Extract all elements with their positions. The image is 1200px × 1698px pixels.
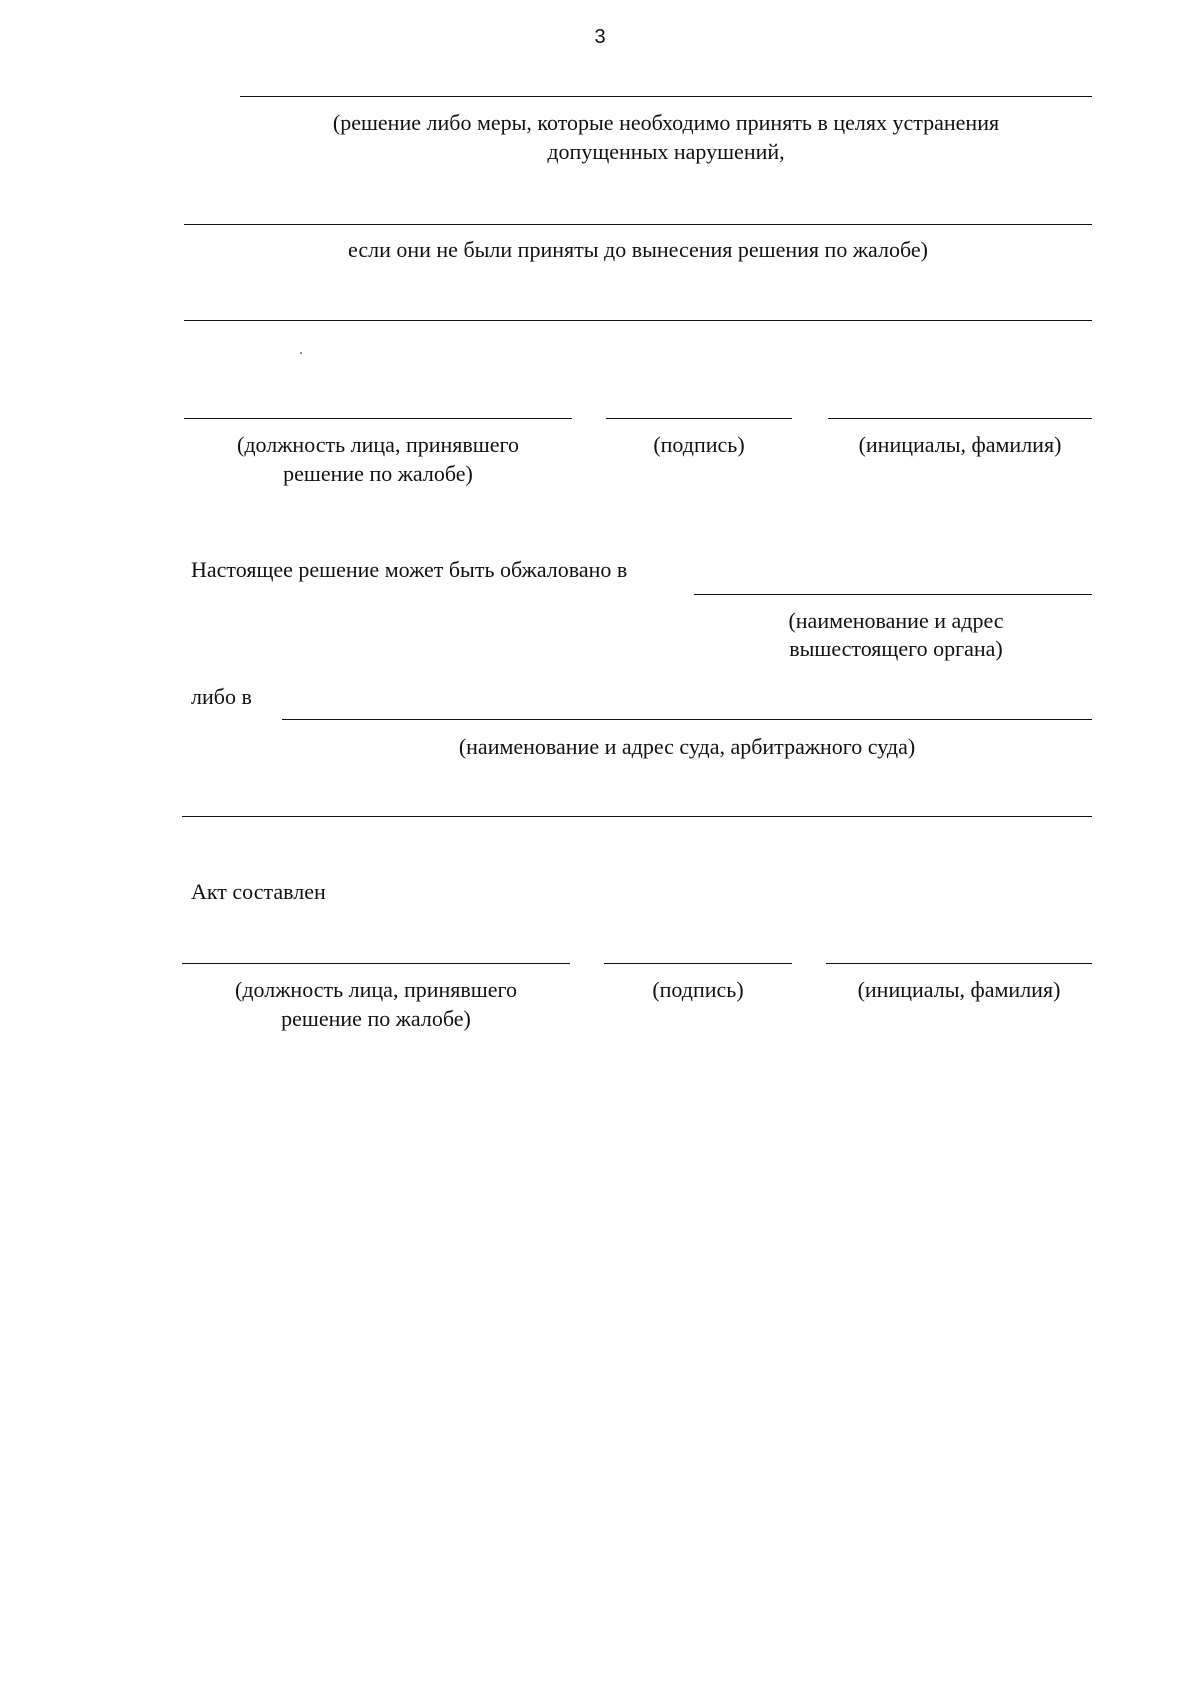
signature-caption-2: (подпись) (652, 977, 744, 1002)
decision-line-2[interactable] (184, 224, 1092, 225)
name-caption-1: (инициалы, фамилия) (858, 432, 1062, 457)
act-text: Акт составлен (191, 879, 326, 904)
decision-line-1[interactable] (240, 96, 1092, 97)
higher-body-line[interactable] (694, 594, 1092, 595)
court-line[interactable] (282, 719, 1092, 720)
appeal-text: Настоящее решение может быть обжаловано в (191, 557, 628, 582)
name-line-2[interactable] (826, 963, 1092, 964)
position-caption-2-line2: решение по жалобе) (281, 1006, 471, 1031)
higher-body-caption-line1: (наименование и адрес (788, 608, 1004, 633)
decision-caption-line3: если они не были приняты до вынесения решения по жалобе) (348, 237, 928, 262)
position-line-1[interactable] (184, 418, 572, 419)
signature-line-2[interactable] (604, 963, 792, 964)
page-number: 3 (594, 26, 606, 48)
name-line-1[interactable] (828, 418, 1092, 419)
position-caption-2-line1: (должность лица, принявшего (235, 977, 517, 1002)
position-caption-1-line2: решение по жалобе) (283, 461, 473, 486)
position-caption-1-line1: (должность лица, принявшего (237, 432, 519, 457)
or-text: либо в (191, 684, 252, 709)
higher-body-caption-line2: вышестоящего органа) (789, 636, 1003, 661)
stray-mark (300, 352, 302, 354)
court-line-2[interactable] (182, 816, 1092, 817)
decision-caption-line1: (решение либо меры, которые необходимо принять в целях устранения (332, 110, 1000, 135)
decision-line-3[interactable] (184, 320, 1092, 321)
position-line-2[interactable] (182, 963, 570, 964)
court-caption: (наименование и адрес суда, арбитражного суда) (458, 734, 916, 759)
decision-caption-line2: допущенных нарушений, (547, 139, 785, 164)
name-caption-2: (инициалы, фамилия) (857, 977, 1061, 1002)
signature-line-1[interactable] (606, 418, 792, 419)
signature-caption-1: (подпись) (653, 432, 745, 457)
